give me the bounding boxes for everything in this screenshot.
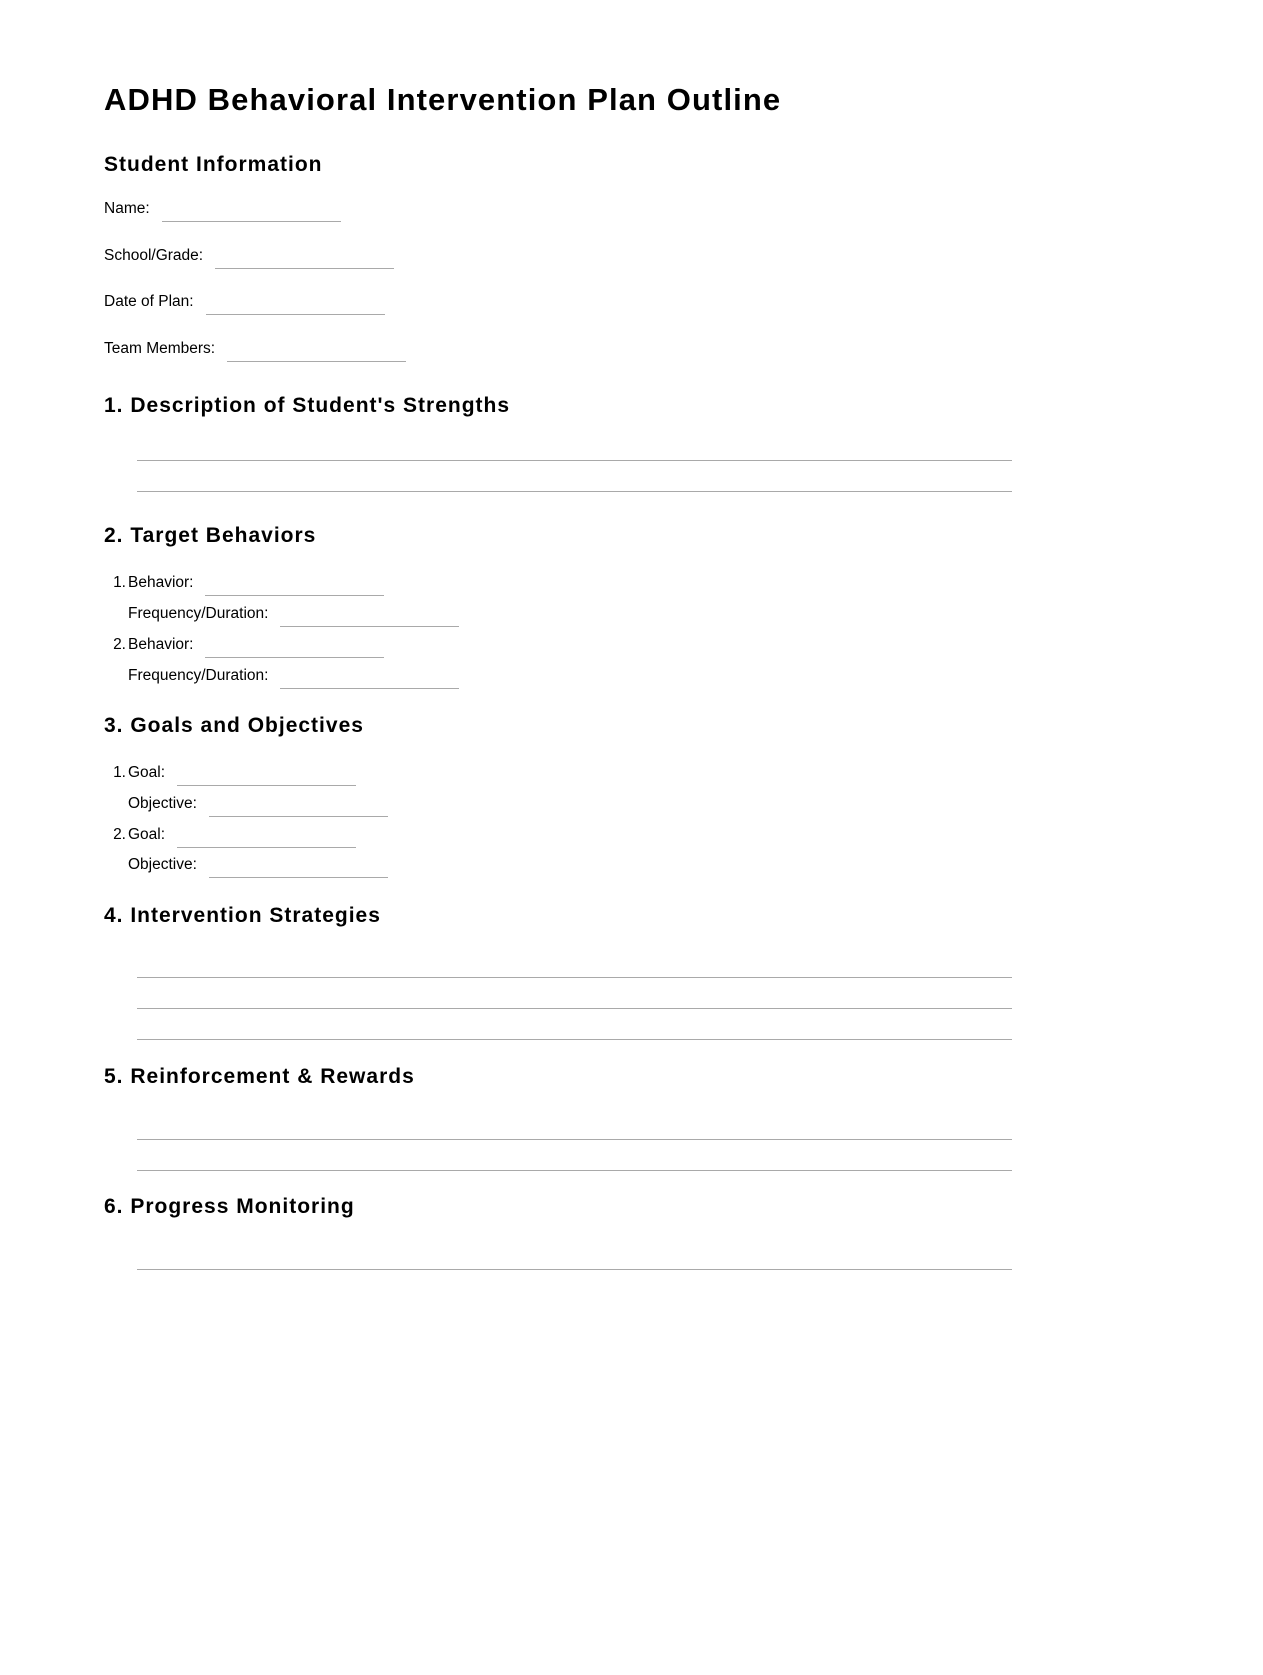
behavior-1-row [104, 574, 384, 592]
objective-1-row [128, 795, 388, 813]
section-reinforcement-heading: 5. Reinforcement & Rewards [104, 1065, 415, 1088]
student-info-heading: Student Information [104, 153, 323, 176]
date-of-plan-label: Date of Plan: [104, 293, 194, 310]
frequency-2-row [128, 667, 459, 685]
frequency-1-label: Frequency/Duration: [128, 605, 269, 622]
goal-2-label: Goal: [128, 826, 166, 843]
team-members-field-row [104, 340, 406, 358]
objective-2-label: Objective: [128, 856, 197, 873]
intervention-line-1[interactable] [137, 977, 1012, 978]
reinforcement-line-2[interactable] [137, 1170, 1012, 1171]
goal-1-input[interactable] [177, 784, 356, 786]
frequency-1-input[interactable] [280, 625, 459, 627]
name-input[interactable] [162, 220, 341, 222]
team-members-input[interactable] [227, 360, 406, 362]
document-title: ADHD Behavioral Intervention Plan Outline [104, 82, 782, 117]
objective-1-input[interactable] [209, 815, 388, 817]
school-grade-input[interactable] [215, 267, 394, 269]
objective-2-input[interactable] [209, 876, 388, 878]
objective-2-row [128, 856, 388, 874]
section-goals-heading: 3. Goals and Objectives [104, 714, 364, 737]
list-number: 1. [113, 764, 126, 781]
behavior-2-label: Behavior: [128, 636, 194, 653]
behavior-2-input[interactable] [205, 656, 384, 658]
intervention-line-3[interactable] [137, 1039, 1012, 1040]
behavior-1-input[interactable] [205, 594, 384, 596]
goal-1-label: Goal: [128, 764, 166, 781]
date-of-plan-input[interactable] [206, 313, 385, 315]
school-grade-field-row [104, 247, 394, 265]
name-field-row [104, 200, 341, 218]
frequency-1-row [128, 605, 459, 623]
frequency-2-input[interactable] [280, 687, 459, 689]
behavior-2-row [104, 636, 384, 654]
objective-1-label: Objective: [128, 795, 197, 812]
behavior-1-label: Behavior: [128, 574, 194, 591]
section-intervention-heading: 4. Intervention Strategies [104, 904, 381, 927]
name-label: Name: [104, 200, 150, 217]
list-number: 2. [113, 636, 126, 653]
goal-2-input[interactable] [177, 846, 356, 848]
list-number: 1. [113, 574, 126, 591]
progress-line-1[interactable] [137, 1269, 1012, 1270]
reinforcement-line-1[interactable] [137, 1139, 1012, 1140]
section-strengths-heading: 1. Description of Student's Strengths [104, 394, 511, 417]
strengths-line-2[interactable] [137, 491, 1012, 492]
intervention-line-2[interactable] [137, 1008, 1012, 1009]
school-grade-label: School/Grade: [104, 247, 204, 264]
team-members-label: Team Members: [104, 340, 216, 357]
goal-2-row [104, 826, 356, 844]
section-progress-heading: 6. Progress Monitoring [104, 1195, 355, 1218]
list-number: 2. [113, 826, 126, 843]
goal-1-row [104, 764, 356, 782]
strengths-line-1[interactable] [137, 460, 1012, 461]
frequency-2-label: Frequency/Duration: [128, 667, 269, 684]
section-target-behaviors-heading: 2. Target Behaviors [104, 524, 317, 547]
date-of-plan-field-row [104, 293, 385, 311]
